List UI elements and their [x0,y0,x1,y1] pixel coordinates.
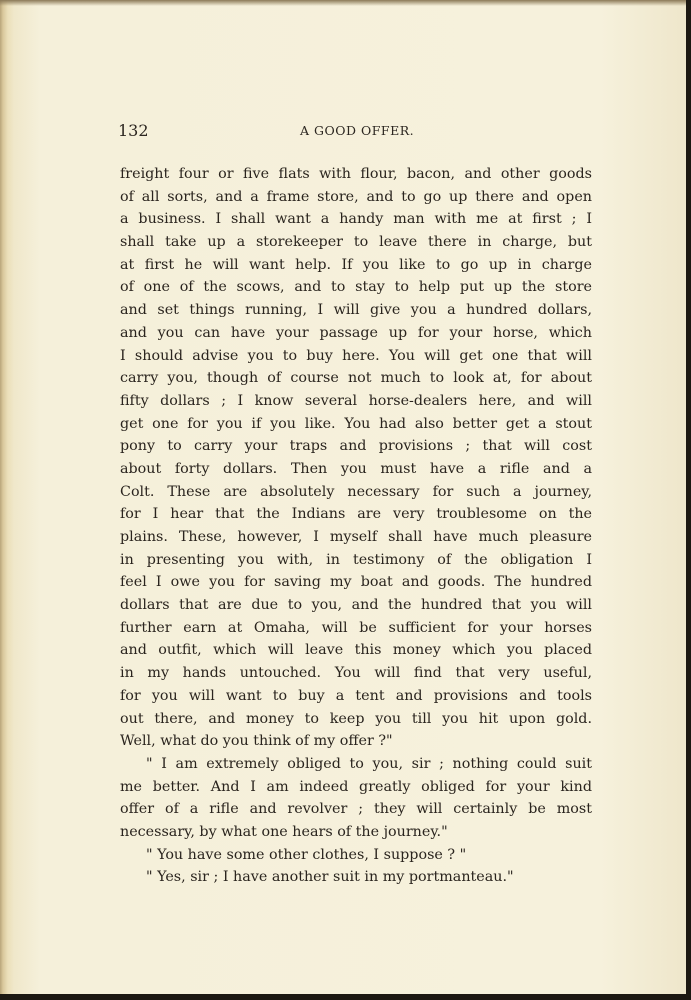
text-line: in my hands untouched. You will find that very useful, [120,665,592,682]
text-line: Well, what do you think of my offer ?" [120,733,393,750]
text-line: fifty dollars ; I know several horse-dealers here, and will [120,392,592,409]
text-line: plains. These, however, I myself shall have much pleasure [120,529,592,545]
text-line: a business. I shall want a handy man with me at first ; I [120,211,592,228]
text-line: further earn at Omaha, will be sufficient for your horses [120,619,592,636]
page-number: 132 [118,121,149,140]
text-line: in presenting you with, in testimony of the obligation I [120,551,592,568]
running-title: A GOOD OFFER. [300,123,415,138]
text-line: " I am extremely obliged to you, sir ; nothing could suit [146,755,592,772]
scan-right-shadow [686,0,691,1000]
page-header [118,121,592,145]
body-text [120,163,592,889]
text-line: dollars that are due to you, and the hundred that you will [120,597,592,614]
text-line: and outfit, which will leave this money which you placed [120,642,592,659]
text-line: for you will want to buy a tent and provisions and tools [120,687,592,704]
text-line: carry you, though of course not much to look at, for about [120,370,592,387]
text-line: and set things running, I will give you a hundred dollars, [120,302,592,319]
text-line: about forty dollars. Then you must have a rifle and a [120,460,592,477]
text-line: " Yes, sir ; I have another suit in my portmanteau." [146,869,514,886]
text-line: feel I owe you for saving my boat and goods. The hundred [120,574,592,591]
text-line: for I hear that the Indians are very troublesome on the [120,506,592,523]
text-line: " You have some other clothes, I suppose ? " [146,846,467,863]
text-line: shall take up a storekeeper to leave there in charge, but [120,234,592,251]
text-line: of one of the scows, and to stay to help put up the store [120,279,592,296]
text-line: out there, and money to keep you till you hit upon gold. [120,710,592,727]
text-line: necessary, by what one hears of the journey." [120,823,448,840]
text-line: I should advise you to buy here. You will get one that will [120,347,592,364]
text-line: Colt. These are absolutely necessary for such a journey, [120,483,592,500]
text-line: offer of a rifle and revolver ; they will certainly be most [120,801,592,818]
text-line: freight four or five flats with flour, bacon, and other goods [120,166,592,182]
scan-bottom-shadow [0,994,691,1000]
page-top-edge [0,0,686,6]
text-line: get one for you if you like. You had also better get a stout [120,415,592,432]
page-binding-edge [0,0,14,994]
text-line: and you can have your passage up for your horse, which [120,324,592,341]
text-line: pony to carry your traps and provisions ; that will cost [120,438,592,455]
text-line: me better. And I am indeed greatly obliged for your kind [120,778,592,795]
text-line: of all sorts, and a frame store, and to go up there and open [120,188,592,205]
text-line: at first he will want help. If you like to go up in charge [120,256,592,273]
